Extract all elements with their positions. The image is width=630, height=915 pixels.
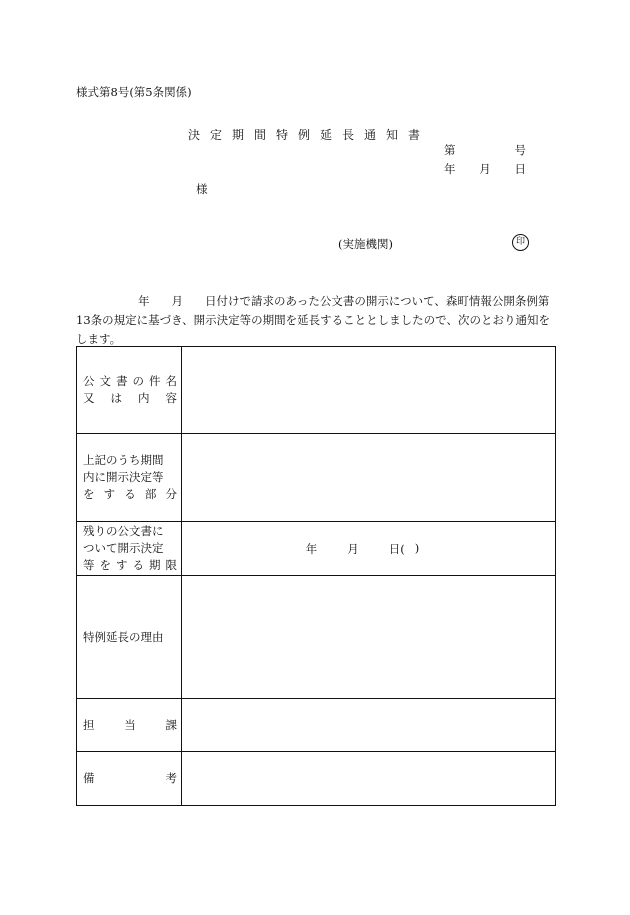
label-remaining-deadline <box>77 522 182 576</box>
value-department[interactable] <box>182 699 556 752</box>
label-char: 文 <box>99 374 111 388</box>
table-row <box>77 752 556 806</box>
label-char: 書 <box>116 374 128 388</box>
label-char: 容 <box>165 391 177 405</box>
label-department <box>77 699 182 752</box>
label-line: 特例延長の理由 <box>83 629 164 644</box>
title-char: 定 <box>210 128 223 142</box>
date-day: 日 <box>514 162 526 176</box>
body-text: 日付けで請求のあった公文書の開示について、森町情報公開条例第13条の規定に基づき、開示決定等の期間を延長することとしましたので、次のとおり通知をします。 <box>76 294 550 346</box>
label-char: は <box>110 391 122 405</box>
title-char: 書 <box>408 128 421 142</box>
title-char: 特 <box>276 128 289 142</box>
value-extension-part[interactable] <box>182 434 556 522</box>
label-line: 内に開示決定等 <box>83 470 164 484</box>
body-month: 月 <box>171 294 183 308</box>
label-line: 残りの公文書に <box>83 524 164 538</box>
label-line: ついて開示決定 <box>83 541 164 555</box>
label-char: を <box>83 487 95 501</box>
title-char: 知 <box>386 128 399 142</box>
label-line: 上記のうち期間 <box>83 453 164 467</box>
label-char: 当 <box>124 717 136 732</box>
label-char: 等 <box>83 558 95 572</box>
label-char: 担 <box>83 717 95 732</box>
title-char: 決 <box>188 128 201 142</box>
label-char: 備 <box>83 771 95 785</box>
label-char: 公 <box>83 374 95 388</box>
deadline-month: 月 <box>347 541 359 556</box>
label-char: の <box>132 374 144 388</box>
label-char: 名 <box>165 374 177 388</box>
date-year: 年 <box>444 162 456 176</box>
deadline-close: ) <box>414 540 420 555</box>
label-line <box>83 770 177 787</box>
label-document-name <box>77 347 182 434</box>
label-char: 限 <box>165 558 177 572</box>
label-extension-part <box>77 434 182 522</box>
body-paragraph <box>76 292 558 349</box>
title-char: 例 <box>298 128 311 142</box>
deadline-day: 日( <box>388 541 405 556</box>
label-char: 考 <box>165 771 177 785</box>
title-char: 延 <box>320 128 333 142</box>
value-document-name[interactable] <box>182 347 556 434</box>
label-remarks <box>77 752 182 806</box>
body-year: 年 <box>138 294 150 308</box>
date-month: 月 <box>479 162 491 176</box>
label-char: す <box>116 558 128 572</box>
agency-label: (実施機関) <box>338 237 393 251</box>
deadline-date <box>182 541 555 557</box>
label-char: 部 <box>144 487 157 501</box>
label-line <box>83 486 177 503</box>
number-prefix: 第 <box>444 143 456 157</box>
table-row <box>77 699 556 752</box>
label-char: る <box>124 487 136 501</box>
table-row <box>77 576 556 699</box>
label-char: 又 <box>83 391 95 405</box>
label-char: 件 <box>149 374 161 388</box>
table-row <box>77 522 556 576</box>
title-char: 間 <box>254 128 267 142</box>
label-extension-reason <box>77 576 182 699</box>
label-char: 期 <box>149 558 161 572</box>
label-char: る <box>132 558 144 572</box>
table-row <box>77 347 556 434</box>
notice-table <box>76 346 556 806</box>
label-char: 内 <box>138 391 150 405</box>
form-id: 様式第8号(第5条関係) <box>76 85 192 99</box>
document-title <box>188 126 430 143</box>
value-remarks[interactable] <box>182 752 556 806</box>
label-line <box>83 373 177 390</box>
label-line <box>83 390 177 407</box>
label-line <box>83 557 177 574</box>
label-char: 課 <box>165 717 177 732</box>
label-char: を <box>99 558 111 572</box>
title-char: 長 <box>342 128 355 142</box>
value-remaining-deadline[interactable] <box>182 522 556 576</box>
title-char: 期 <box>232 128 245 142</box>
document-number-line <box>444 142 526 158</box>
seal-mark: 印 <box>512 234 529 251</box>
label-line <box>83 717 177 734</box>
label-char: す <box>103 487 116 501</box>
issue-date-line <box>444 161 526 177</box>
label-char: 分 <box>165 487 177 501</box>
number-suffix: 号 <box>514 143 526 157</box>
table-row <box>77 434 556 522</box>
addressee-suffix: 様 <box>196 182 208 196</box>
title-char: 通 <box>364 128 377 142</box>
deadline-year: 年 <box>305 541 318 556</box>
value-extension-reason[interactable] <box>182 576 556 699</box>
